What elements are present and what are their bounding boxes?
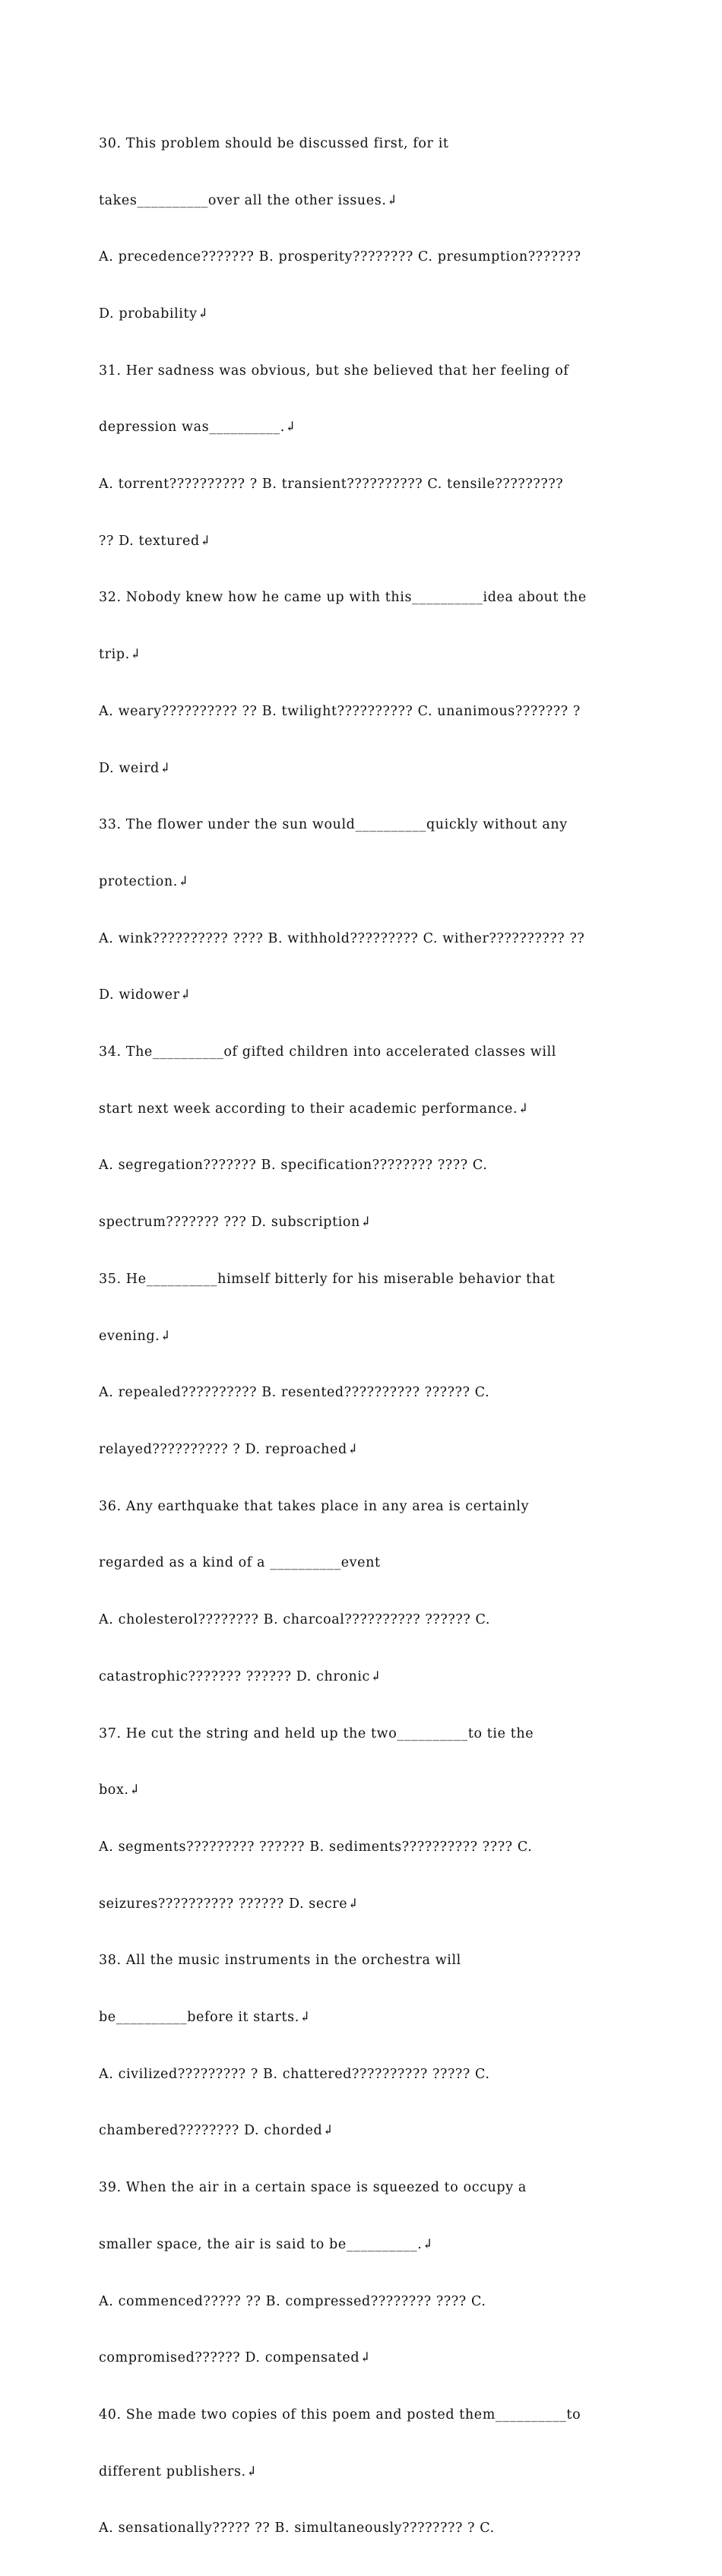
question-31-line-2: depression was__________.↲: [99, 420, 297, 436]
question-35-options-line-2: relayed?????????? ? D. reproached↲: [99, 1441, 359, 1457]
question-31-options-line-2: ?? D. textured↲: [99, 533, 212, 549]
question-31-options-line-1: A. torrent?????????? ? B. transient?????????? C. tensile?????????: [99, 477, 564, 493]
question-40-line-2: different publishers.↲: [99, 2464, 258, 2479]
question-35-options-line-1: A. repealed?????????? B. resented?????????? ?????? C.: [99, 1385, 490, 1401]
question-32-options-line-1: A. weary?????????? ?? B. twilight?????????? C. unanimous??????? ?: [99, 703, 581, 719]
question-36-options-line-1: A. cholesterol???????? B. charcoal?????????? ?????? C.: [99, 1612, 491, 1628]
question-34-options-line-1: A. segregation??????? B. specification???????? ???? C.: [99, 1158, 488, 1174]
question-39-options-line-2: compromised?????? D. compensated↲: [99, 2350, 372, 2366]
question-30-options-line-1: A. precedence??????? B. prosperity???????? C. presumption???????: [99, 249, 581, 265]
question-39-options-line-1: A. commenced????? ?? B. compressed???????? ???? C.: [99, 2293, 486, 2309]
question-36-options-line-2: catastrophic??????? ?????? D. chronic↲: [99, 1668, 382, 1684]
question-38-line-2: be__________before it starts.↲: [99, 2010, 312, 2026]
question-35-line-1: 35. He__________himself bitterly for his miserable behavior that: [99, 1271, 556, 1287]
question-38-line-1: 38. All the music instruments in the orchestra will: [99, 1953, 461, 1969]
question-33-options-line-2: D. widower↲: [99, 987, 192, 1003]
question-35-line-2: evening.↲: [99, 1328, 172, 1344]
question-32-line-2: trip.↲: [99, 647, 142, 663]
question-39-line-1: 39. When the air in a certain space is squeezed to occupy a: [99, 2180, 527, 2196]
question-34-line-2: start next week according to their academic performance.↲: [99, 1101, 530, 1117]
question-40-options-line-1: A. sensationally????? ?? B. simultaneously???????? ? C.: [99, 2521, 495, 2536]
question-30-line-2: takes__________over all the other issues.↲: [99, 192, 398, 208]
question-30-line-1: 30. This problem should be discussed first, for it: [99, 135, 449, 151]
question-30-options-line-2: D. probability↲: [99, 306, 209, 322]
question-37-options-line-1: A. segments????????? ?????? B. sediments?????????? ???? C.: [99, 1839, 533, 1855]
question-37-line-1: 37. He cut the string and held up the two__________to tie the: [99, 1725, 534, 1741]
question-31-line-1: 31. Her sadness was obvious, but she believed that her feeling of: [99, 363, 569, 379]
question-32-line-1: 32. Nobody knew how he came up with this__________idea about the: [99, 590, 587, 606]
question-37-options-line-2: seizures?????????? ?????? D. secre↲: [99, 1896, 359, 1912]
question-38-options-line-2: chambered???????? D. chorded↲: [99, 2123, 334, 2139]
question-36-line-1: 36. Any earthquake that takes place in any area is certainly: [99, 1498, 530, 1514]
question-36-line-2: regarded as a kind of a __________event: [99, 1555, 381, 1571]
question-33-options-line-1: A. wink?????????? ???? B. withhold????????? C. wither?????????? ??: [99, 930, 585, 946]
question-40-line-1: 40. She made two copies of this poem and posted them__________to: [99, 2406, 581, 2422]
question-34-options-line-2: spectrum??????? ??? D. subscription↲: [99, 1215, 372, 1231]
question-32-options-line-2: D. weird↲: [99, 760, 172, 776]
question-33-line-1: 33. The flower under the sun would__________quickly without any: [99, 817, 568, 833]
question-34-line-1: 34. The__________of gifted children into accelerated classes will: [99, 1044, 556, 1060]
document-body: [99, 97, 631, 2576]
question-39-line-2: smaller space, the air is said to be__________.↲: [99, 2236, 434, 2252]
question-38-options-line-1: A. civilized????????? ? B. chattered?????????? ????? C.: [99, 2066, 490, 2082]
question-37-line-2: box.↲: [99, 1782, 141, 1798]
question-33-line-2: protection.↲: [99, 873, 190, 889]
